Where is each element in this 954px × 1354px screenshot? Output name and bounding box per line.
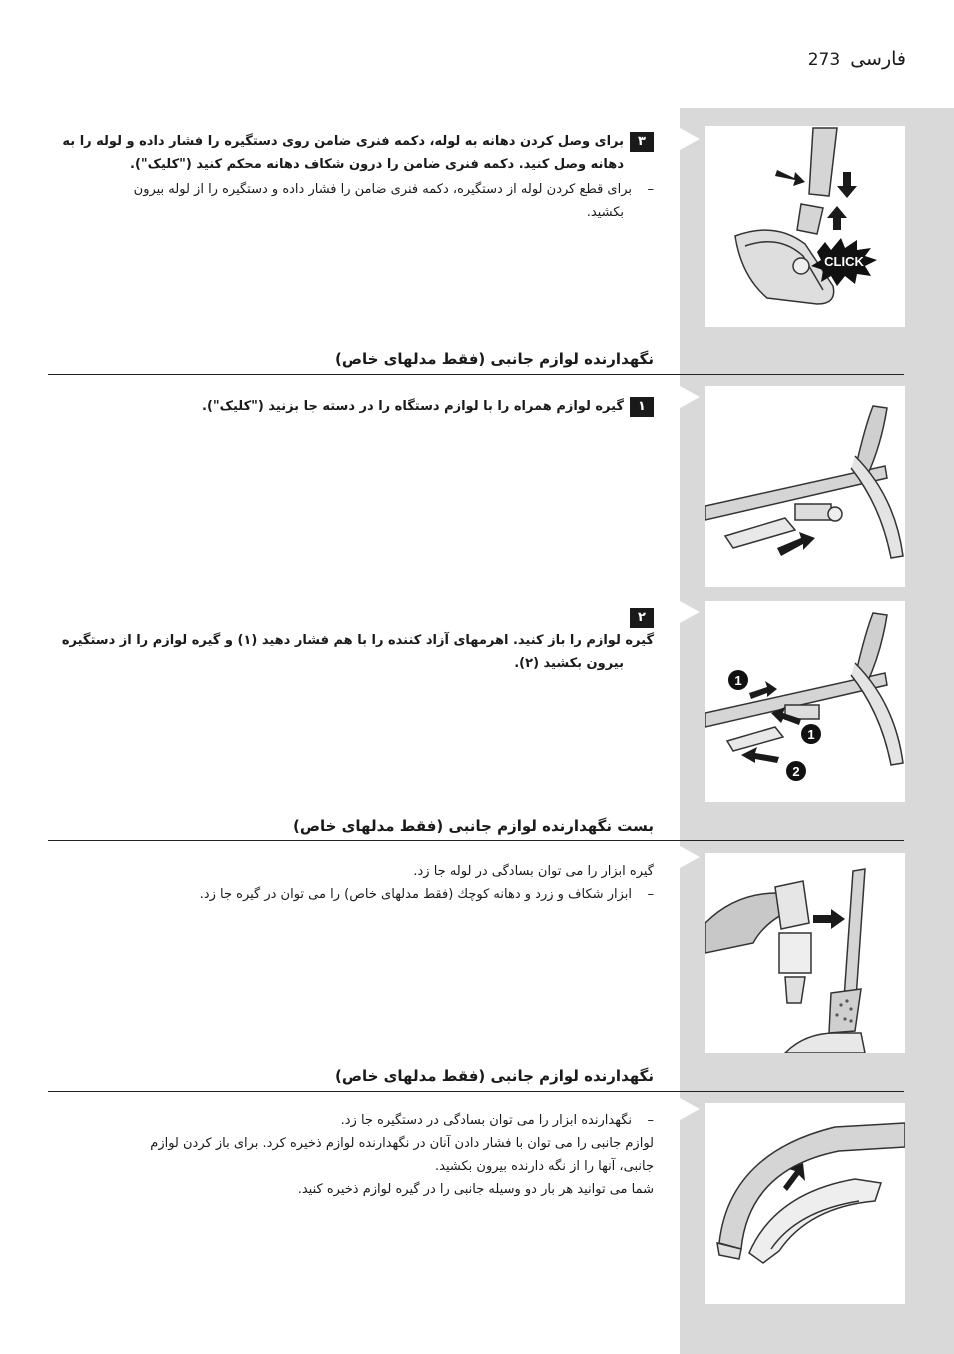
bullet-dash: – (647, 182, 654, 197)
page-header (808, 48, 906, 70)
holder-line-1: نگهدارنده ابزار را می توان بسادگی در دستگیره جا زد. (340, 1113, 632, 1128)
pointer-arrow (680, 601, 700, 623)
step-3-line-1: برای وصل کردن دهانه به لوله، دکمه فنری ضامن روی دستگیره را فشار داده و لوله را به (62, 134, 624, 149)
page-number: 273 (807, 50, 841, 70)
detach-line-2: بکشید. (586, 205, 624, 220)
callout-2-label: 2 (792, 764, 800, 779)
detach-bullet (50, 178, 654, 224)
section-divider (48, 374, 904, 375)
step-2-line-1: گیره لوازم را باز کنید. اهرمهای آزاد کننده را با هم فشار دهید (۱) و گیره لوازم را از دستگیره (61, 633, 654, 648)
tool-clip-bullet: ابزار شکاف و زرد و دهانه کوچك (فقط مدلهای خاص) را می توان در گیره جا زد. (199, 887, 632, 902)
holder-line-4: شما می توانید هر بار دو وسیله جانبی را در گیره لوازم ذخیره کنید. (297, 1182, 654, 1197)
step-2-line-2: بیرون بکشید (۲). (514, 656, 624, 671)
section-heading: بست نگهدارنده لوازم جانبی (فقط مدلهای خاص) (292, 817, 654, 835)
bullet-dash: – (647, 1113, 654, 1128)
pointer-arrow (680, 128, 700, 150)
pointer-arrow (680, 386, 700, 408)
tool-clip-text (50, 860, 654, 906)
clip-attach-illustration (705, 386, 905, 587)
accessory-holder-illustration (705, 1103, 905, 1304)
step-2-instruction (50, 606, 654, 675)
callout-1-label: 1 (734, 673, 742, 688)
section-divider (48, 1091, 904, 1092)
callout-1-icon (728, 670, 748, 690)
callout-1b-icon (801, 724, 821, 744)
step-number-badge: ۱ (630, 397, 654, 417)
accessory-holder-text (50, 1109, 654, 1201)
bullet-dash: – (647, 887, 654, 902)
nozzle-connect-illustration (705, 126, 905, 327)
holder-line-2: لوازم جانبی را می توان با فشار دادن آنان در نگهدارنده لوازم ذخیره کرد. برای باز کردن لوازم (150, 1136, 654, 1151)
callout-1b-label: 1 (807, 727, 815, 742)
callout-2-icon (786, 761, 806, 781)
step-3-instruction (50, 130, 654, 176)
clip-remove-illustration (705, 601, 905, 802)
step-number-badge: ۳ (630, 132, 654, 152)
step-number-badge: ۲ (630, 608, 654, 628)
section-divider (48, 840, 904, 841)
pointer-arrow (680, 1098, 700, 1120)
detach-line-1: برای قطع کردن لوله از دستگیره، دکمه فنری ضامن را فشار داده و دستگیره را از لوله بیرون (133, 182, 632, 197)
click-label: CLICK (824, 254, 864, 269)
step-3-line-2: دهانه وصل کنید. دکمه فنری ضامن را درون شکاف دهانه محکم کنید ("کلیک"). (130, 157, 624, 172)
step-1-text: گیره لوازم همراه را با لوازم دستگاه را در دسته جا بزنید ("کلیک"). (202, 399, 624, 414)
pointer-arrow (680, 846, 700, 868)
tool-clip-line-1: گیره ابزار را می توان بسادگی در لوله جا زد. (413, 864, 654, 879)
section-heading: نگهدارنده لوازم جانبی (فقط مدلهای خاص) (334, 350, 654, 368)
holder-line-3: جانبی، آنها را از نگه دارنده بیرون بکشید. (435, 1159, 654, 1174)
section-heading: نگهدارنده لوازم جانبی (فقط مدلهای خاص) (334, 1067, 654, 1085)
step-1-instruction (50, 395, 654, 418)
tool-clip-illustration (705, 853, 905, 1053)
page-language-label: فارسی (850, 48, 906, 70)
